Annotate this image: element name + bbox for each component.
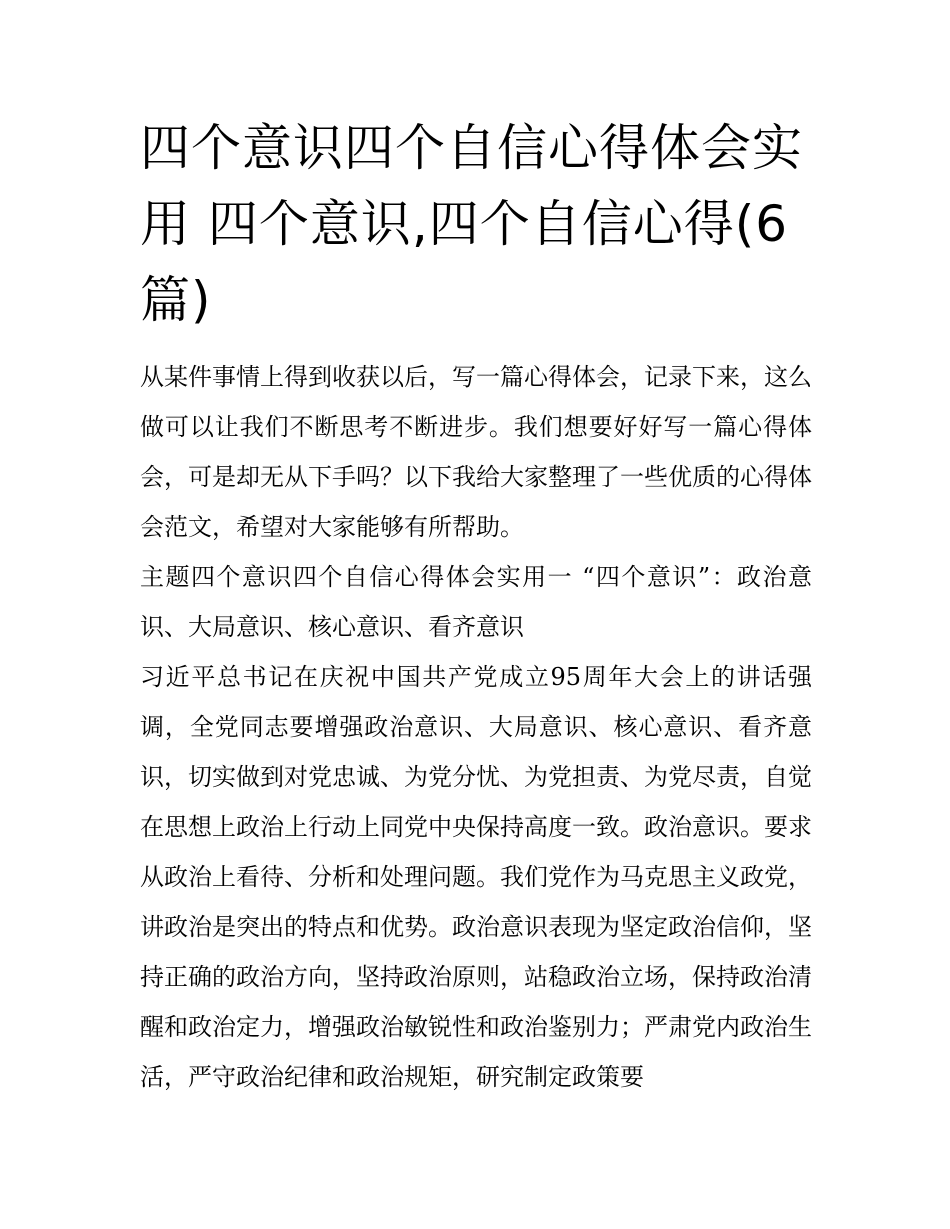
- paragraph-topic-heading: 主题四个意识四个自信心得体会实用一 “四个意识”：政治意识、大局意识、核心意识、看齐意识: [140, 563, 812, 641]
- document-title: 四个意识四个自信心得体会实用 四个意识,四个自信心得(6篇): [140, 119, 803, 329]
- paragraph-intro: 从某件事情上得到收获以后，写一篇心得体会，记录下来，这么做可以让我们不断思考不断进步。我们想要好好写一篇心得体会，可是却无从下手吗？以下我给大家整理了一些优质的心得体会范文，希望对大家能够有所帮助。: [140, 363, 812, 541]
- document-body: [140, 110, 812, 1102]
- paragraph-body: 习近平总书记在庆祝中国共产党成立95周年大会上的讲话强调，全党同志要增强政治意识、大局意识、核心意识、看齐意识，切实做到对党忠诚、为党分忧、为党担责、为党尽责，自觉在思想上政治上行动上同党中央保持高度一致。政治意识。要求从政治上看待、分析和处理问题。我们党作为马克思主义政党，讲政治是突出的特点和优势。政治意识表现为坚定政治信仰，坚持正确的政治方向，坚持政治原则，站稳政治立场，保持政治清醒和政治定力，增强政治敏锐性和政治鉴别力；严肃党内政治生活，严守政治纪律和政治规矩，研究制定政策要: [140, 663, 812, 1091]
